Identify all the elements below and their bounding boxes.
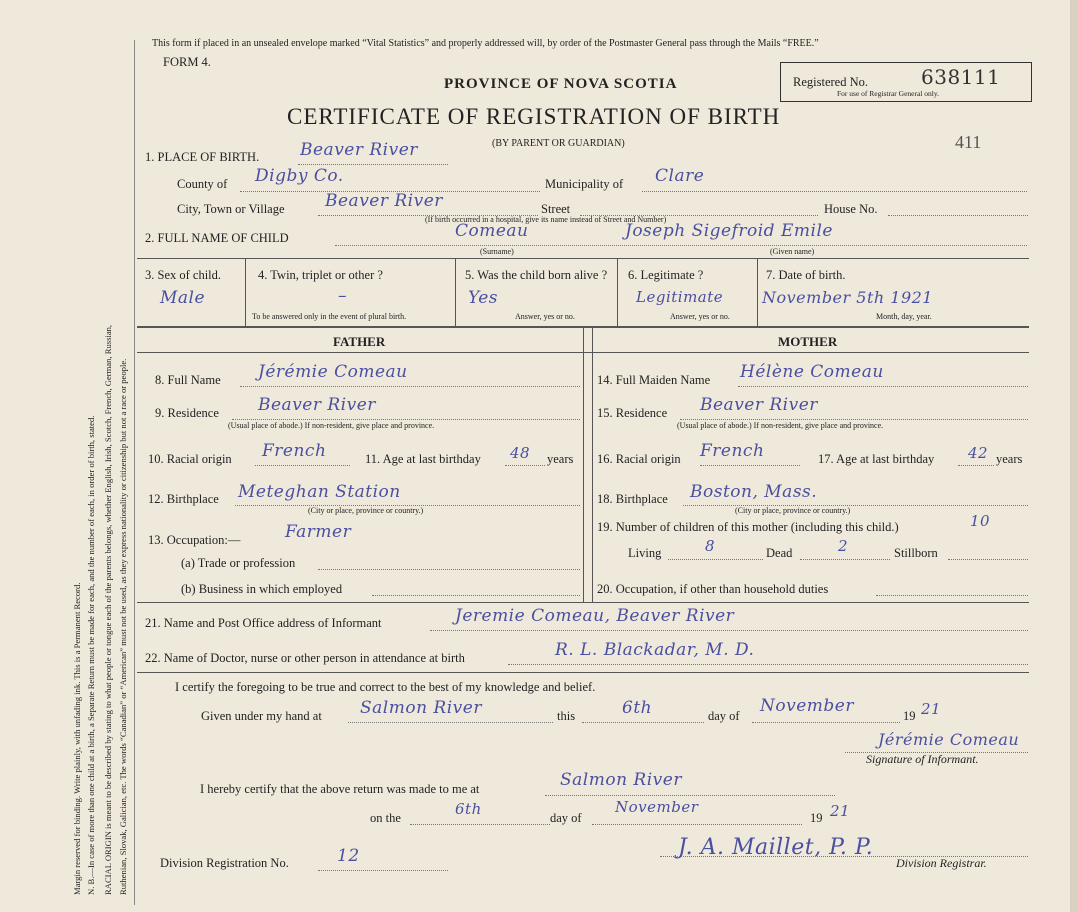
certificate-title: CERTIFICATE OF REGISTRATION OF BIRTH xyxy=(287,104,781,129)
business-label: (b) Business in which employed xyxy=(181,582,343,596)
registrar-signature: J. A. Maillet, P. P. xyxy=(678,835,874,860)
street-label: Street xyxy=(541,202,571,216)
mother-age-label: 17. Age at last birthday xyxy=(818,452,935,466)
division-registration-label: Division Registration No. xyxy=(160,856,289,870)
mother-birthplace-value: Boston, Mass. xyxy=(690,482,818,502)
postal-notice: This form if placed in an unsealed envelope marked “Vital Statistics” and properly addressed will, by order of the Postmaster General pass through the Mails “FREE.” xyxy=(152,38,819,49)
hereby-certify-label: I hereby certify that the above return was made to me at xyxy=(200,782,480,796)
margin-note-2: N. B.—In case of more than one child at a birth, a Separate Return must be made for each, and the number of each, in order of birth, stated. xyxy=(86,415,96,895)
form-number: FORM 4. xyxy=(163,55,211,69)
sex-label: 3. Sex of child. xyxy=(145,268,222,282)
father-residence-label: 9. Residence xyxy=(155,406,219,420)
given-under-label: Given under my hand at xyxy=(201,709,322,723)
mother-racial-value: French xyxy=(700,441,765,461)
informant-signature: Jérémie Comeau xyxy=(878,730,1020,749)
corner-mark: 411 xyxy=(955,132,982,152)
stillborn-label: Stillborn xyxy=(894,546,938,560)
certify-statement: I certify the foregoing to be true and correct to the best of my knowledge and belief. xyxy=(175,680,596,694)
father-age-label: 11. Age at last birthday xyxy=(365,452,481,466)
mother-racial-label: 16. Racial origin xyxy=(597,452,681,466)
father-heading: FATHER xyxy=(333,334,386,349)
mother-occupation-label: 20. Occupation, if other than household duties xyxy=(597,582,829,596)
dead-label: Dead xyxy=(766,546,793,560)
margin-note-4: Ruthenian, Slovak, Galician, etc. The words “Canadian” or “American” must not be used, as they express nationality or citizenship but not a race or people. xyxy=(118,358,128,895)
occupation-value: Farmer xyxy=(285,522,352,542)
date-note: Month, day, year. xyxy=(876,312,932,321)
informant-label: 21. Name and Post Office address of Informant xyxy=(145,616,382,630)
dead-value: 2 xyxy=(838,537,849,555)
living-label: Living xyxy=(628,546,662,560)
father-residence-value: Beaver River xyxy=(258,395,376,415)
registration-place-value: Salmon River xyxy=(560,770,682,790)
mother-birthplace-label: 18. Birthplace xyxy=(597,492,668,506)
mother-residence-value: Beaver River xyxy=(700,395,818,415)
informant-value: Jeremie Comeau, Beaver River xyxy=(455,606,735,626)
city-label: City, Town or Village xyxy=(177,202,285,216)
certificate-subtitle: (BY PARENT OR GUARDIAN) xyxy=(492,138,625,149)
given-year-prefix: 19 xyxy=(903,709,916,723)
on-the-label: on the xyxy=(370,811,401,825)
father-birthplace-label: 12. Birthplace xyxy=(148,492,219,506)
municipality-value: Clare xyxy=(655,166,705,186)
mother-name-value: Hélène Comeau xyxy=(740,362,884,382)
alive-value: Yes xyxy=(468,288,499,308)
sex-value: Male xyxy=(160,288,206,308)
living-value: 8 xyxy=(705,537,716,555)
registration-year-prefix: 19 xyxy=(810,811,823,825)
given-name-value: Joseph Sigefroid Emile xyxy=(625,221,833,241)
father-abode-note: (Usual place of abode.) If non-resident, give place and province. xyxy=(228,421,435,430)
doctor-label: 22. Name of Doctor, nurse or other person in attendance at birth xyxy=(145,651,465,665)
mother-residence-label: 15. Residence xyxy=(597,406,668,420)
registration-day-value: 6th xyxy=(455,800,482,818)
signature-informant-caption: Signature of Informant. xyxy=(866,752,979,766)
father-age-value: 48 xyxy=(510,444,531,462)
mother-birthplace-note: (City or place, province or country.) xyxy=(735,506,851,515)
given-place-value: Salmon River xyxy=(360,698,482,718)
alive-note: Answer, yes or no. xyxy=(515,312,575,321)
county-value: Digby Co. xyxy=(255,166,344,186)
city-value: Beaver River xyxy=(325,191,443,211)
legitimate-value: Legitimate xyxy=(636,288,724,306)
given-dayof-label: day of xyxy=(708,709,740,723)
father-birthplace-value: Meteghan Station xyxy=(238,482,401,502)
twin-value: – xyxy=(338,286,347,306)
full-name-label: 2. FULL NAME OF CHILD xyxy=(145,231,289,245)
date-label: 7. Date of birth. xyxy=(766,268,846,282)
given-year-value: 21 xyxy=(921,700,942,718)
occupation-label: 13. Occupation:— xyxy=(148,533,241,547)
father-racial-label: 10. Racial origin xyxy=(148,452,232,466)
doctor-value: R. L. Blackadar, M. D. xyxy=(555,640,755,660)
place-of-birth-label: 1. PLACE OF BIRTH. xyxy=(145,150,260,164)
mother-abode-note: (Usual place of abode.) If non-resident, give place and province. xyxy=(677,421,884,430)
registered-number: 638111 xyxy=(921,65,1001,89)
father-name-label: 8. Full Name xyxy=(155,373,221,387)
given-day-value: 6th xyxy=(622,698,653,718)
children-value: 10 xyxy=(970,512,991,530)
surname-caption: (Surname) xyxy=(480,247,514,256)
registration-dayof-label: day of xyxy=(550,811,582,825)
margin-note-1: Margin reserved for binding. Write plainly, with unfading ink. This is a Permanent Record. xyxy=(72,582,82,895)
legitimate-note: Answer, yes or no. xyxy=(670,312,730,321)
province-title: PROVINCE OF NOVA SCOTIA xyxy=(444,76,678,92)
hospital-note: (If birth occurred in a hospital, give its name instead of Street and Number) xyxy=(425,215,667,224)
legitimate-label: 6. Legitimate ? xyxy=(628,268,704,282)
mother-years-label: years xyxy=(996,452,1023,466)
mother-heading: MOTHER xyxy=(778,334,838,349)
margin-note-3: RACIAL ORIGIN is meant to be described by stating to what people or tongue each of the parents belongs, whether English, Irish, Scotch, French, German, Russian, xyxy=(103,324,113,895)
given-this-label: this xyxy=(557,709,576,723)
twin-note: To be answered only in the event of plural birth. xyxy=(252,312,407,321)
county-label: County of xyxy=(177,177,228,191)
children-label: 19. Number of children of this mother (including this child.) xyxy=(597,520,899,534)
place-of-birth-value: Beaver River xyxy=(300,140,418,160)
father-name-value: Jérémie Comeau xyxy=(258,362,408,382)
mother-age-value: 42 xyxy=(968,444,989,462)
given-month-value: November xyxy=(760,696,854,716)
division-registration-value: 12 xyxy=(337,846,360,866)
division-registrar-caption: Division Registrar. xyxy=(896,856,987,870)
registration-year-value: 21 xyxy=(830,802,851,820)
binding-line xyxy=(134,40,135,905)
father-years-label: years xyxy=(547,452,574,466)
registration-month-value: November xyxy=(615,798,699,816)
page-edge xyxy=(1070,0,1077,912)
municipality-label: Municipality of xyxy=(545,177,624,191)
father-birthplace-note: (City or place, province or country.) xyxy=(308,506,424,515)
registration-box xyxy=(780,62,1032,102)
alive-label: 5. Was the child born alive ? xyxy=(465,268,608,282)
twin-label: 4. Twin, triplet or other ? xyxy=(258,268,383,282)
father-racial-value: French xyxy=(262,441,327,461)
registrar-general-note: For use of Registrar General only. xyxy=(837,89,939,98)
date-value: November 5th 1921 xyxy=(762,288,933,307)
trade-label: (a) Trade or profession xyxy=(181,556,296,570)
given-name-caption: (Given name) xyxy=(770,247,815,256)
house-label: House No. xyxy=(824,202,878,216)
surname-value: Comeau xyxy=(455,221,529,241)
mother-name-label: 14. Full Maiden Name xyxy=(597,373,711,387)
registered-label: Registered No. xyxy=(793,75,868,89)
